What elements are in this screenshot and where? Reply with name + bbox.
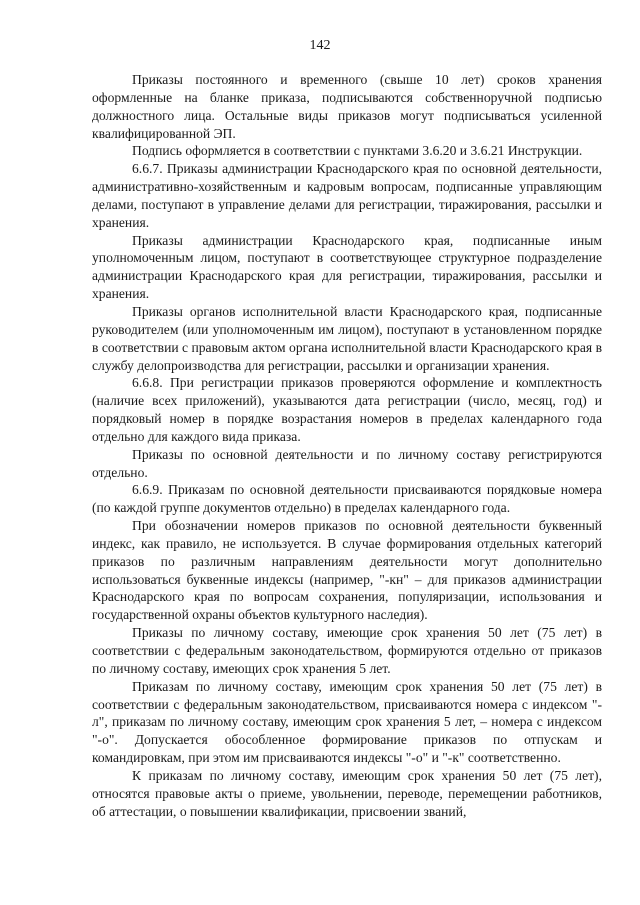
paragraph: Приказы администрации Краснодарского края, подписанные иным уполномоченным лицом, поступают в соответствующее структурное подразделение администрации Краснодарского края для регистрации, тиражирования, рассылки и хранения. — [92, 232, 602, 302]
paragraph: 6.6.7. Приказы администрации Краснодарского края по основной деятельности, административно-хозяйственным и кадровым вопросам, подписанные управляющим делами, поступают в управление делами для регистрации, тиражирования, рассылки и хранения. — [92, 161, 602, 230]
paragraph: При обозначении номеров приказов по основной деятельности буквенный индекс, как правило, не используется. В случае формирования отдельных категорий приказов по различным направлениям деятельности могут дополнительно использоваться буквенные индексы (например, "-кн" – для приказов администрации Краснодарского края по вопросам сохранения, популяризации, использования и государственной охраны объектов культурного наследия). — [92, 518, 602, 623]
paragraph: Приказы по основной деятельности и по личному составу регистрируются отдельно. — [92, 446, 602, 480]
paragraph: 6.6.8. При регистрации приказов проверяются оформление и комплектность (наличие всех приложений), указываются дата регистрации (число, месяц, год) и порядковый номер в порядке возрастания номеров в пределах календарного года отдельно для каждого вида приказа. — [92, 375, 602, 444]
paragraph: К приказам по личному составу, имеющим срок хранения 50 лет (75 лет), относятся правовые акты о приеме, увольнении, переводе, перемещении работников, об аттестации, о повышении квалификации, присвоении званий, — [92, 767, 602, 819]
paragraph: Приказы постоянного и временного (свыше 10 лет) сроков хранения оформленные на бланке приказа, подписываются собственноручной подписью должностного лица. Остальные виды приказов могут подписываться усиленной квалифицированной ЭП. — [92, 72, 602, 141]
page-number: 142 — [309, 38, 331, 53]
paragraph: Приказы по личному составу, имеющие срок хранения 50 лет (75 лет) в соответствии с федеральным законодательством, формируются отдельно от приказов по личному составу, имеющих срок хранения 5 лет. — [92, 625, 602, 676]
paragraph: Приказы органов исполнительной власти Краснодарского края, подписанные руководителем (или уполномоченным им лицом), поступают в установленном порядке в соответствии с правовым актом органа исполнительной власти Краснодарского края в службу делопроизводства для регистрации, рассылки и организации хранения. — [92, 303, 602, 373]
paragraph: 6.6.9. Приказам по основной деятельности присваиваются порядковые номера (по каждой группе документов отдельно) в пределах календарного года. — [92, 482, 602, 516]
document-body — [92, 71, 602, 820]
paragraph: Приказам по личному составу, имеющим срок хранения 50 лет (75 лет) в соответствии с федеральным законодательством, присваиваются номера с индексом "-л", приказам по личному составу, имеющим срок хранения 5 лет, – номера с индексом "-о". Допускается обособленное формирование приказов по отпускам и командировкам, при этом им присваиваются индексы "-о" и "-к" соответственно. — [92, 678, 602, 766]
paragraph: Подпись оформляется в соответствии с пунктами 3.6.20 и 3.6.21 Инструкции. — [132, 143, 583, 159]
